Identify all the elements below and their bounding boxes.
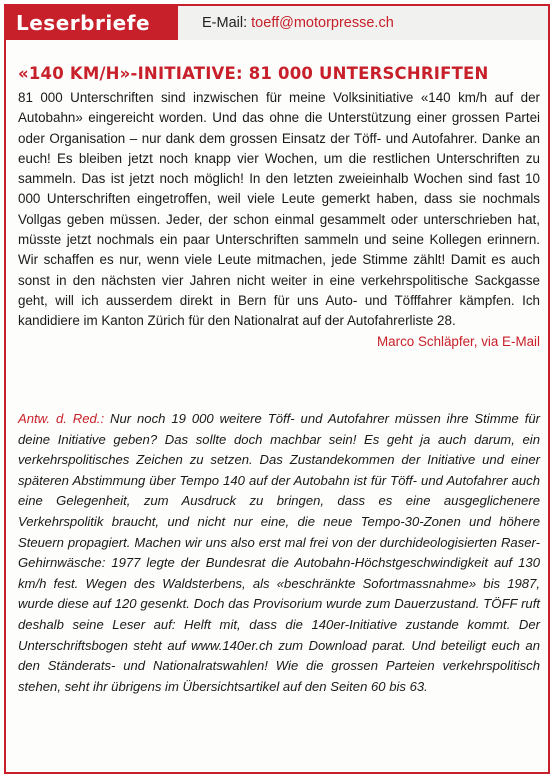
email-link[interactable]: toeff@motorpresse.ch — [251, 15, 394, 31]
section-title: Leserbriefe — [6, 6, 178, 40]
contact-email — [202, 15, 394, 31]
article-headline: «140 KM/H»-INITIATIVE: 81 000 UNTERSCHRIFTEN — [18, 64, 489, 83]
reply-label: Antw. d. Red.: — [18, 411, 105, 426]
section-header — [6, 6, 548, 40]
letter-text: 81 000 Unterschriften sind inzwischen für meine Volksinitiative «140 km/h auf der Autobahn» eingereicht worden. Und das ohne die Unterstützung einer grossen Partei oder Organisation – nur dank dem grossen Einsatz der Töff- und Autofahrer. Danke an euch! Es bleiben jetzt noch knapp vier Wochen, um die restlichen Unterschriften zu sammeln. Das ist jetzt noch möglich! In den letzten zweieinhalb Wochen sind fast 10 000 Unterschriften eingetroffen, weil viele Leute gemerkt haben, dass sie nochmals Vollgas geben müssen. Jeder, der schon einmal gesammelt oder unterschrieben hat, müsste jetzt nochmals ein paar Unterschriften sammeln und seine Kollegen erinnern. Wir schaffen es nur, wenn viele Leute mitmachen, jede Stimme zählt! Damit es auch sonst in den nächsten vier Jahren nicht weiter in eine verkehrspolitische Sackgasse geht, will ich ausserdem direkt in Bern für uns Auto- und Töfffahrer kämpfen. Ich kandidiere im Kanton Zürich für den Nationalrat auf der Autofahrerliste 28. — [18, 90, 540, 329]
editor-reply — [18, 409, 540, 697]
letter-body — [18, 88, 540, 352]
email-prefix: E-Mail: — [202, 15, 252, 31]
letters-page — [4, 4, 550, 774]
letter-signature: Marco Schläpfer, via E-Mail — [377, 333, 540, 349]
reply-text: Nur noch 19 000 weitere Töff- und Autofahrer müssen ihre Stimme für deine Initiative geben? Das sollte doch machbar sein! Es geht ja auch darum, ein verkehrspolitisches Zeichen zu setzen. Das Zustandekommen der Initiative und einer späteren Abstimmung über Tempo 140 auf der Autobahn ist für Töff- und Autofahrer auch eine Gelegenheit, zum Ausdruck zu bringen, dass es eine ausgeglichenere Verkehrspolitik braucht, und nicht nur eine, die neue Tempo-30-Zonen und höhere Steuern propagiert. Machen wir uns also erst mal frei von der durchideologisierten Raser-Gehirnwäsche: 1977 legte der Bundesrat die Autobahn-Höchstgeschwindigkeit auf 130 km/h fest. Wegen des Waldsterbens, als «beschränkte Sofortmassnahme» bis 1987, wurde diese auf 120 gesenkt. Doch das Provisorium wurde zum Dauerzustand. TÖFF ruft deshalb seine Leser auf: Helft mit, dass die 140er-Initiative zustande kommt. Der Unterschriftsbogen steht auf www.140er.ch zum Download parat. Und beteiligt euch an den Ständerats- und Nationalratswahlen! Wie die grossen Parteien verkehrspolitisch stehen, seht ihr übrigens im Übersichtsartikel auf den Seiten 60 bis 63. — [18, 411, 540, 694]
